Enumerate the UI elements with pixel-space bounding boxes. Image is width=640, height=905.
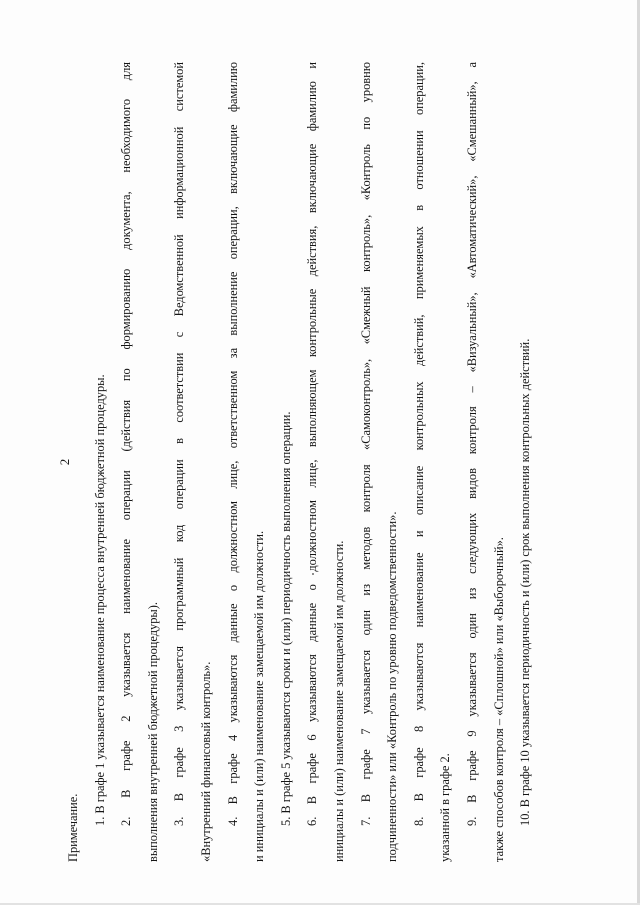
rotated-note-block: [57, 62, 539, 862]
note-line: 5. В графе 5 указываются сроки и (или) периодичность выполнения операции.: [278, 411, 293, 826]
note-item-4: [220, 62, 273, 862]
note-line: 2. В графе 2 указывается наименование операции (действия по формированию документа, необходимого для: [119, 62, 134, 826]
note-line: также способов контроля – «Сплошной» или «Выборочный».: [491, 537, 506, 862]
page-number: 2: [57, 458, 72, 466]
note-line: подчиненности» или «Контроль по уровню подведомственности».: [385, 511, 400, 862]
note-item-10: [512, 62, 539, 862]
note-line: 6. В графе 6 указываются данные о должностном лице, выполняющем контрольные действия, включающие фамилию и: [305, 62, 320, 826]
note-item-5: [273, 62, 300, 862]
note-line: «Внутренний финансовый контроль».: [198, 661, 213, 862]
note-title: Примечание.: [66, 793, 80, 862]
note-item-3: [166, 62, 219, 862]
note-item-8: [406, 62, 459, 862]
note-item-6: [299, 62, 352, 862]
note-item-7: [353, 62, 406, 862]
note-item-2: [113, 62, 166, 862]
note-line: 9. В графе 9 указывается один из следующих видов контроля – «Визуальный», «Автоматический», «Смешанный», а: [464, 62, 479, 826]
note-line: 10. В графе 10 указывается периодичность и (или) срок выполнения контрольных действий.: [518, 338, 533, 826]
note-line: выполнения внутренней бюджетной процедуры).: [145, 602, 160, 862]
note-line: 3. В графе 3 указывается программный код операции в соответствии с Ведомственной информационной системой: [172, 62, 187, 826]
note-line: инициалы и (или) наименование замещаемой им должности.: [331, 540, 346, 862]
note-line: 4. В графе 4 указываются данные о должностном лице, ответственном за выполнение операции, включающие фамилию: [225, 62, 240, 826]
note-line: 1. В графе 1 указывается наименование процесса внутренней бюджетной процедуры.: [92, 374, 107, 826]
note-line: 8. В графе 8 указываются наименование и описание контрольных действий, применяемых в отношении операции,: [411, 62, 426, 826]
note-item-9: [459, 62, 512, 862]
note-line: 7. В графе 7 указывается один из методов контроля «Самоконтроль», «Смежный контроль», «Контроль по уровню: [358, 62, 373, 826]
note-line: указанной в графе 2.: [438, 753, 453, 862]
note-item-1: [87, 62, 114, 862]
note-line: и инициалы и (или) наименование замещаемой им должности.: [252, 530, 267, 862]
